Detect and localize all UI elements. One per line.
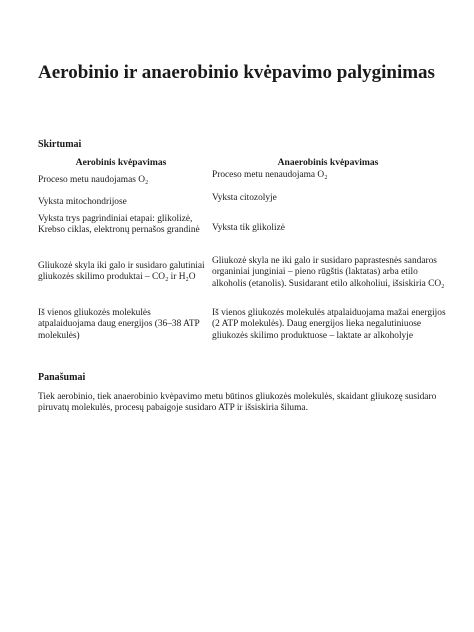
similarities-heading: Panašumai [38, 372, 86, 383]
anaerobic-cell-energy: Iš vienos gliukozės molekulės atpalaiduojama mažai energijos (2 ATP molekulės). Daug energijos lieka negalutiniuose gliukozės skilimo produktuose – laktate ar alkoholyje [212, 308, 446, 341]
anaerobic-cell-stages: Vyksta tik glikolizė [212, 223, 285, 233]
anaerobic-cell-location: Vyksta citozolyje [212, 193, 277, 203]
differences-heading: Skirtumai [38, 139, 82, 150]
page-title: Aerobinio ir anaerobinio kvėpavimo palyginimas [38, 62, 435, 83]
aerobic-cell-oxygen: Proceso metu naudojamas O₂ [38, 175, 149, 185]
anaerobic-cell-oxygen: Proceso metu nenaudojama O₂ [212, 170, 328, 180]
anaerobic-column-header: Anaerobinis kvėpavimas [277, 157, 379, 168]
aerobic-cell-products: Gliukozė skyla iki galo ir susidaro galutiniai gliukozės skilimo produktai – CO₂ ir H₂O [38, 261, 205, 283]
aerobic-cell-energy: Iš vienos gliukozės molekulės atpalaiduojama daug energijos (36–38 ATP molekulės) [38, 308, 200, 341]
anaerobic-cell-products: Gliukozė skyla ne iki galo ir susidaro paprastesnės sandaros organiniai junginiai – pieno rūgštis (laktatas) arba etilo alkoholis (etanolis). Susidarant etilo alkoholiui, išsiskiria CO₂ [212, 256, 445, 289]
aerobic-column-header: Aerobinis kvėpavimas [75, 157, 167, 168]
similarities-paragraph: Tiek aerobinio, tiek anaerobinio kvėpavimo metu būtinos gliukozės molekulės, skaidant gliukozę susidaro piruvatų molekulės, procesų pabaigoje susidaro ATP ir išsiskiria šiluma. [38, 392, 437, 414]
aerobic-cell-stages: Vyksta trys pagrindiniai etapai: glikolizė, Krebso ciklas, elektronų pernašos grandinė [38, 214, 200, 236]
aerobic-cell-location: Vyksta mitochondrijose [38, 197, 127, 207]
